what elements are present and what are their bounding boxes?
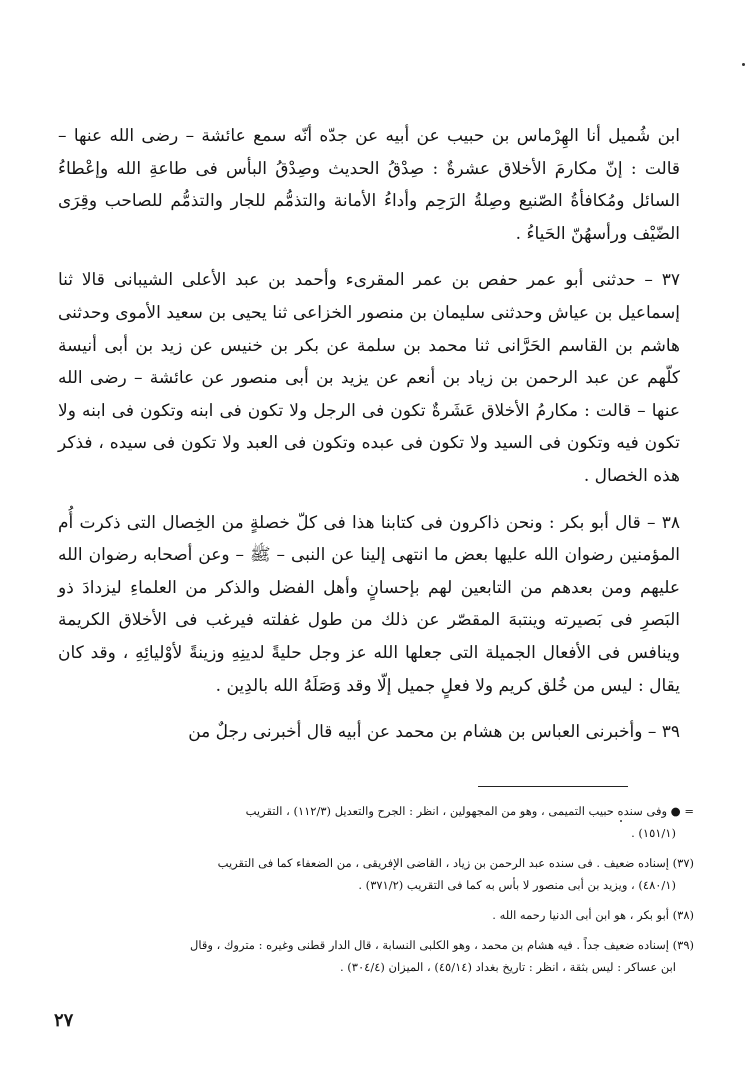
page-number: ٢٧ [54,1010,74,1031]
footnote-line: (٣٧) إسناده ضعيف . فى سنده عبد الرحمن بن زياد ، القاضى الإفريقى ، من الضعفاء كما فى التقريب [217,856,694,870]
main-text [58,120,680,749]
footnote-line: (٣٨) أبو بكر ، هو ابن أبى الدنيا رحمه الله . [492,908,694,922]
footnote-line: (١٥١/١) . [631,826,676,840]
footnote-line: (٤٨٠/١) ، ويزيد بن أبى منصور لا بأس به كما فى التقريب (٣٧١/٢) . [358,878,676,892]
paragraph-hadith-38: ٣٨ – قال أبو بكر : ونحن ذاكرون فى كتابنا هذا فى كلّ خصلةٍ من الخِصال التى ذكرت أُم المؤمنين رضوان الله عليها بعض ما انتهى إلينا عن النبى – ﷺ – وعن أصحابه رضوان الله عليهم ومن بعدهم من التابعين لهم بإحسانٍ وأهل الفضل والذكر من العلماءِ ليزدادَ ذو البَصرِ فى بَصيرته وينتبهَ المقصّر عن ذلك من طول غفلته فيرغب فى الأخلاق الكريمة وينافس فى الأفعال الجميلة التى جعلها الله عز وجل حليةً لدينِهِ وزينةً لأوْليائِهِ ، وقد كان يقال : ليس من خُلق كريم ولا فعلٍ جميل إلّا وقد وَصَلَهُ الله بالدِين . [58,512,681,696]
footnote-37 [54,852,694,896]
footnote-line: ابن عساكر : ليس بثقة ، انظر : تاريخ بغداد (٤٥/١٤) ، الميزان (٣٠٤/٤) . [339,960,676,974]
footnote-38 [54,904,694,926]
paragraph-hadith-39-start: ٣٩ – وأخبرنى العباس بن هشام بن محمد عن أبيه قال أخبرنى رجلٌ من [188,722,680,743]
paragraph-hadith-36-end: ابن شُميل أنا الهِرْماس بن حبيب عن أبيه عن جدّه أنّه سمع عائشة – رضى الله عنها – قالت : إنّ مكارمَ الأخلاق عشرةٌ : صِدْقُ الحديث وصِدْقُ البأس فى طاعةِ الله وإعْطاءُ السائل ومُكافأةُ الصّنيع وصِلةُ الرَحِم وأداءُ الأمانة والتذمُّم للجار والتذمُّم للصاحب وقِرَى الضّيْف ورأسهُنّ الحَياءُ . [58,126,680,244]
footnote-39 [54,934,694,978]
footnote-separator [478,786,628,787]
footnotes [54,800,694,986]
scan-speck [620,820,622,822]
footnote-line: = ● وفى سنده حبيب التميمى ، وهو من المجهولين ، انظر : الجرح والتعديل (١١٢/٣) ، التقريب [245,804,694,818]
paragraph-hadith-37: ٣٧ – حدثنى أبو عمر حفص بن عمر المقرىء وأحمد بن عبد الأعلى الشيبانى قالا ثنا إسماعيل بن عياش وحدثنى سليمان بن منصور الخزاعى ثنا يحيى بن سعيد الأموى وحدثنى هاشم بن القاسم الحَرَّانى ثنا محمد بن سلمة عن بكر بن خنيس عن زيد بن أبى أنيسة كلّهم عن عبد الرحمن بن زياد بن أنعم عن يزيد بن أبى منصور عن عائشة – رضى الله عنها – قالت : مكارمُ الأخلاق عَشَرةٌ تكون فى الرجل ولا تكون فى ابنه وتكون فى ابنه ولا تكون فيه وتكون فى السيد ولا تكون فى عبده وتكون فى العبد ولا تكون فى سيده ، فذكر هذه الخصال . [58,270,680,486]
scan-speck [742,63,745,66]
footnote-continued [54,800,694,844]
footnote-line: (٣٩) إسناده ضعيف جداً . فيه هشام بن محمد ، وهو الكلبى النسابة ، قال الدار قطنى وغيره : متروك ، وقال [190,938,694,952]
